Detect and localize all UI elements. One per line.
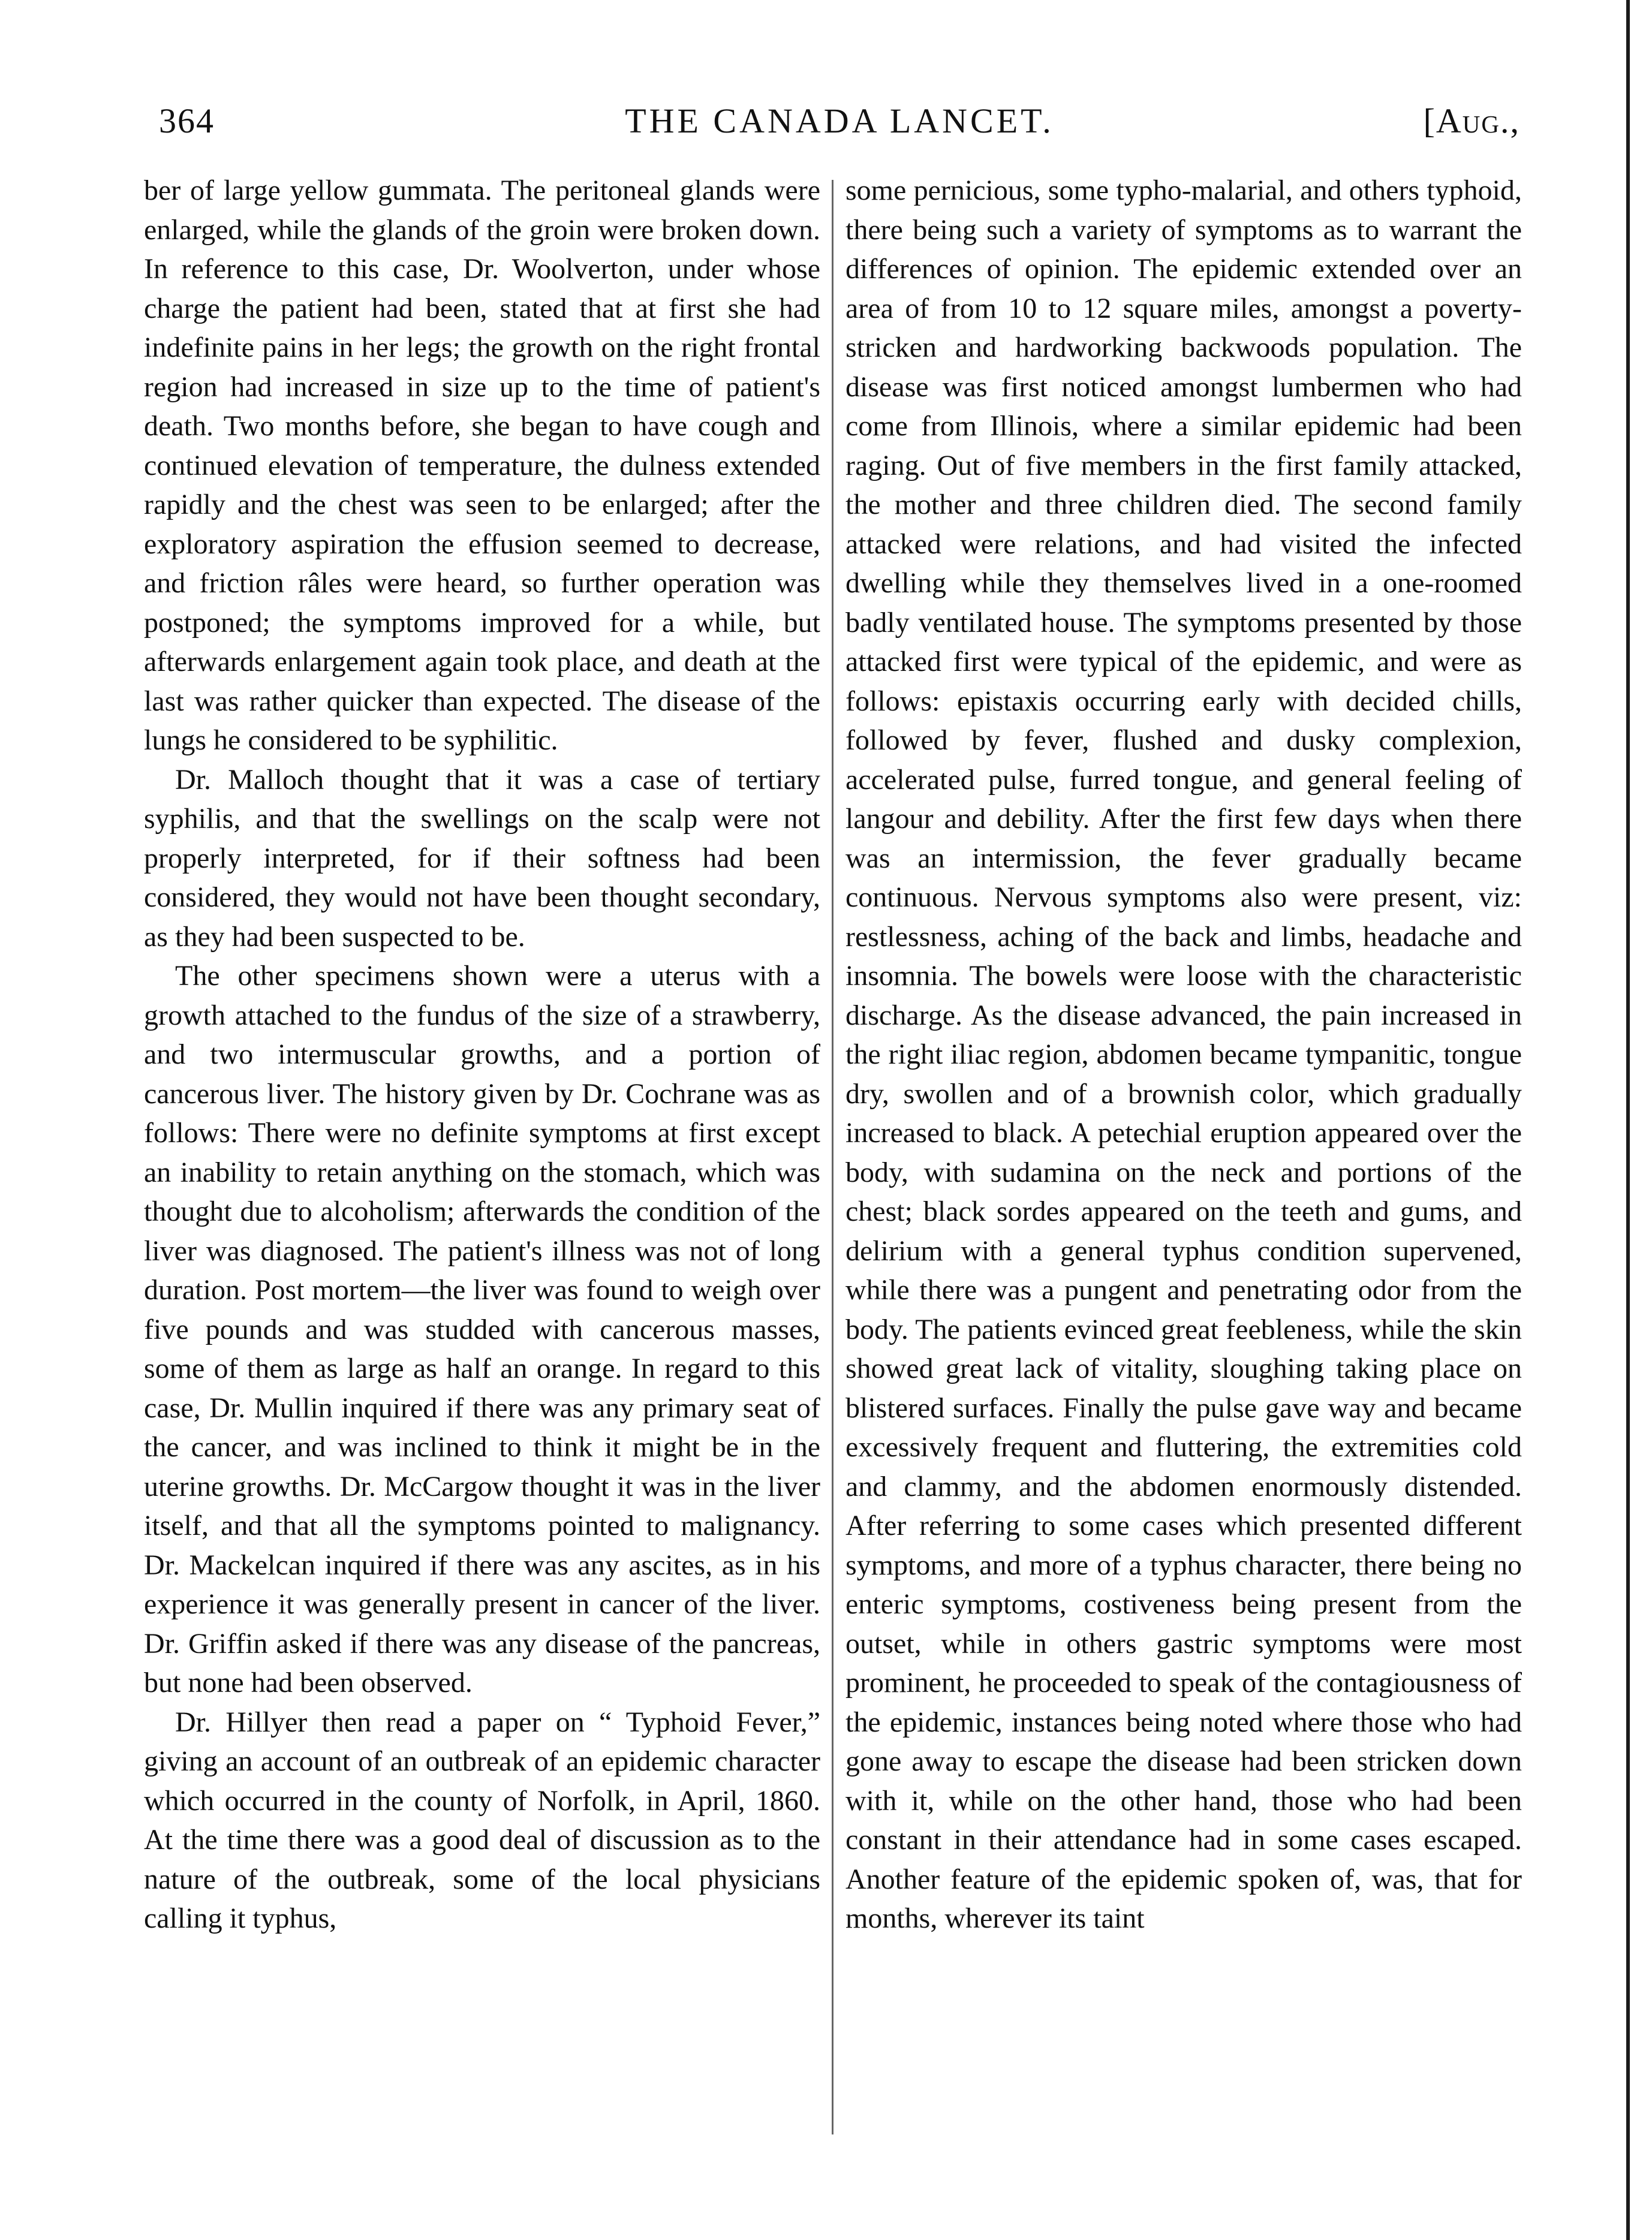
scan-edge-line bbox=[1626, 0, 1630, 2240]
column-divider bbox=[832, 180, 833, 2134]
left-paragraph-continuation: ber of large yellow gummata. The peritoneal glands were enlarged, while the glands of the groin were broken down. In reference to this case, Dr. Woolverton, under whose charge the patient had been, stated that at first she had indefinite pains in her legs; the growth on the right frontal region had increased in size up to the time of patient's death. Two months before, she began to have cough and continued elevation of temperature, the dulness extended rapidly and the chest was seen to be enlarged; after the exploratory aspiration the effusion seemed to decrease, and friction râles were heard, so further operation was postponed; the symptoms improved for a while, but afterwards enlargement again took place, and death at the last was rather quicker than expected. The disease of the lungs he considered to be syphilitic. bbox=[144, 174, 820, 756]
left-paragraph-malloch: Dr. Malloch thought that it was a case of tertiary syphilis, and that the swellings on the scalp were not properly interpreted, for if their softness had been considered, they would not have been thought secondary, as they had been suspected to be. bbox=[144, 763, 820, 953]
journal-title: THE CANADA LANCET. bbox=[625, 101, 1054, 140]
page-number: 364 bbox=[159, 101, 215, 140]
right-column bbox=[845, 171, 1522, 2137]
left-paragraph-specimens: The other specimens shown were a uterus with a growth attached to the fundus of the size of a strawberry, and two intermuscular growths, and a portion of cancerous liver. The history given by Dr. Cochrane was as follows: There were no definite symptoms at first except an inability to retain anything on the stomach, which was thought due to alcoholism; afterwards the condition of the liver was diagnosed. The patient's illness was not of long duration. Post mortem—the liver was found to weigh over five pounds and was studded with cancerous masses, some of them as large as half an orange. In regard to this case, Dr. Mullin inquired if there was any primary seat of the cancer, and was inclined to think it might be in the uterine growths. Dr. McCargow thought it was in the liver itself, and that all the symptoms pointed to malignancy. Dr. Mackelcan inquired if there was any ascites, as in his experience it was generally present in cancer of the liver. Dr. Griffin asked if there was any disease of the pancreas, but none had been observed. bbox=[144, 960, 820, 1699]
left-paragraph-hillyer: Dr. Hillyer then read a paper on “ Typhoid Fever,” giving an account of an outbreak of an epidemic character which occurred in the county of Norfolk, in April, 1860. At the time there was a good deal of discussion as to the nature of the outbreak, some of the local physicians calling it typhus, bbox=[144, 1706, 820, 1934]
left-column bbox=[144, 171, 820, 2137]
page-header bbox=[159, 101, 1520, 149]
right-paragraph-epidemic: some pernicious, some typho-malarial, and others typhoid, there being such a variety of symptoms as to warrant the differences of opinion. The epidemic extended over an area of from 10 to 12 square miles, amongst a poverty-stricken and hardworking backwoods population. The disease was first noticed amongst lumbermen who had come from Illinois, where a similar epidemic had been raging. Out of five members in the first family attacked, the mother and three children died. The second family attacked were relations, and had visited the infected dwelling while they themselves lived in a one-roomed badly ventilated house. The symptoms presented by those attacked first were typical of the epidemic, and were as follows: epistaxis occurring early with decided chills, followed by fever, flushed and dusky complexion, accelerated pulse, furred tongue, and general feeling of langour and debility. After the first few days when there was an intermission, the fever gradually became continuous. Nervous symptoms also were present, viz: restlessness, aching of the back and limbs, headache and insomnia. The bowels were loose with the characteristic discharge. As the disease advanced, the pain increased in the right iliac region, abdomen became tympanitic, tongue dry, swollen and of a brownish color, which gradually increased to black. A petechial eruption appeared over the body, with sudamina on the neck and portions of the chest; black sordes appeared on the teeth and gums, and delirium with a general typhus condition supervened, while there was a pungent and penetrating odor from the body. The patients evinced great feebleness, while the skin showed great lack of vitality, sloughing taking place on blistered surfaces. Finally the pulse gave way and became excessively frequent and fluttering, the extremities cold and clammy, and the abdomen enormously distended. After referring to some cases which presented different symptoms, and more of a typhus character, there being no enteric symptoms, costiveness being present from the outset, while in others gastric symptoms were most prominent, he proceeded to speak of the contagiousness of the epidemic, instances being noted where those who had gone away to escape the disease had been stricken down with it, while on the other hand, those who had been constant in their attendance had in some cases escaped. Another feature of the epidemic spoken of, was, that for months, wherever its taint bbox=[845, 174, 1522, 1934]
issue-date: [Aug., bbox=[1423, 101, 1520, 140]
